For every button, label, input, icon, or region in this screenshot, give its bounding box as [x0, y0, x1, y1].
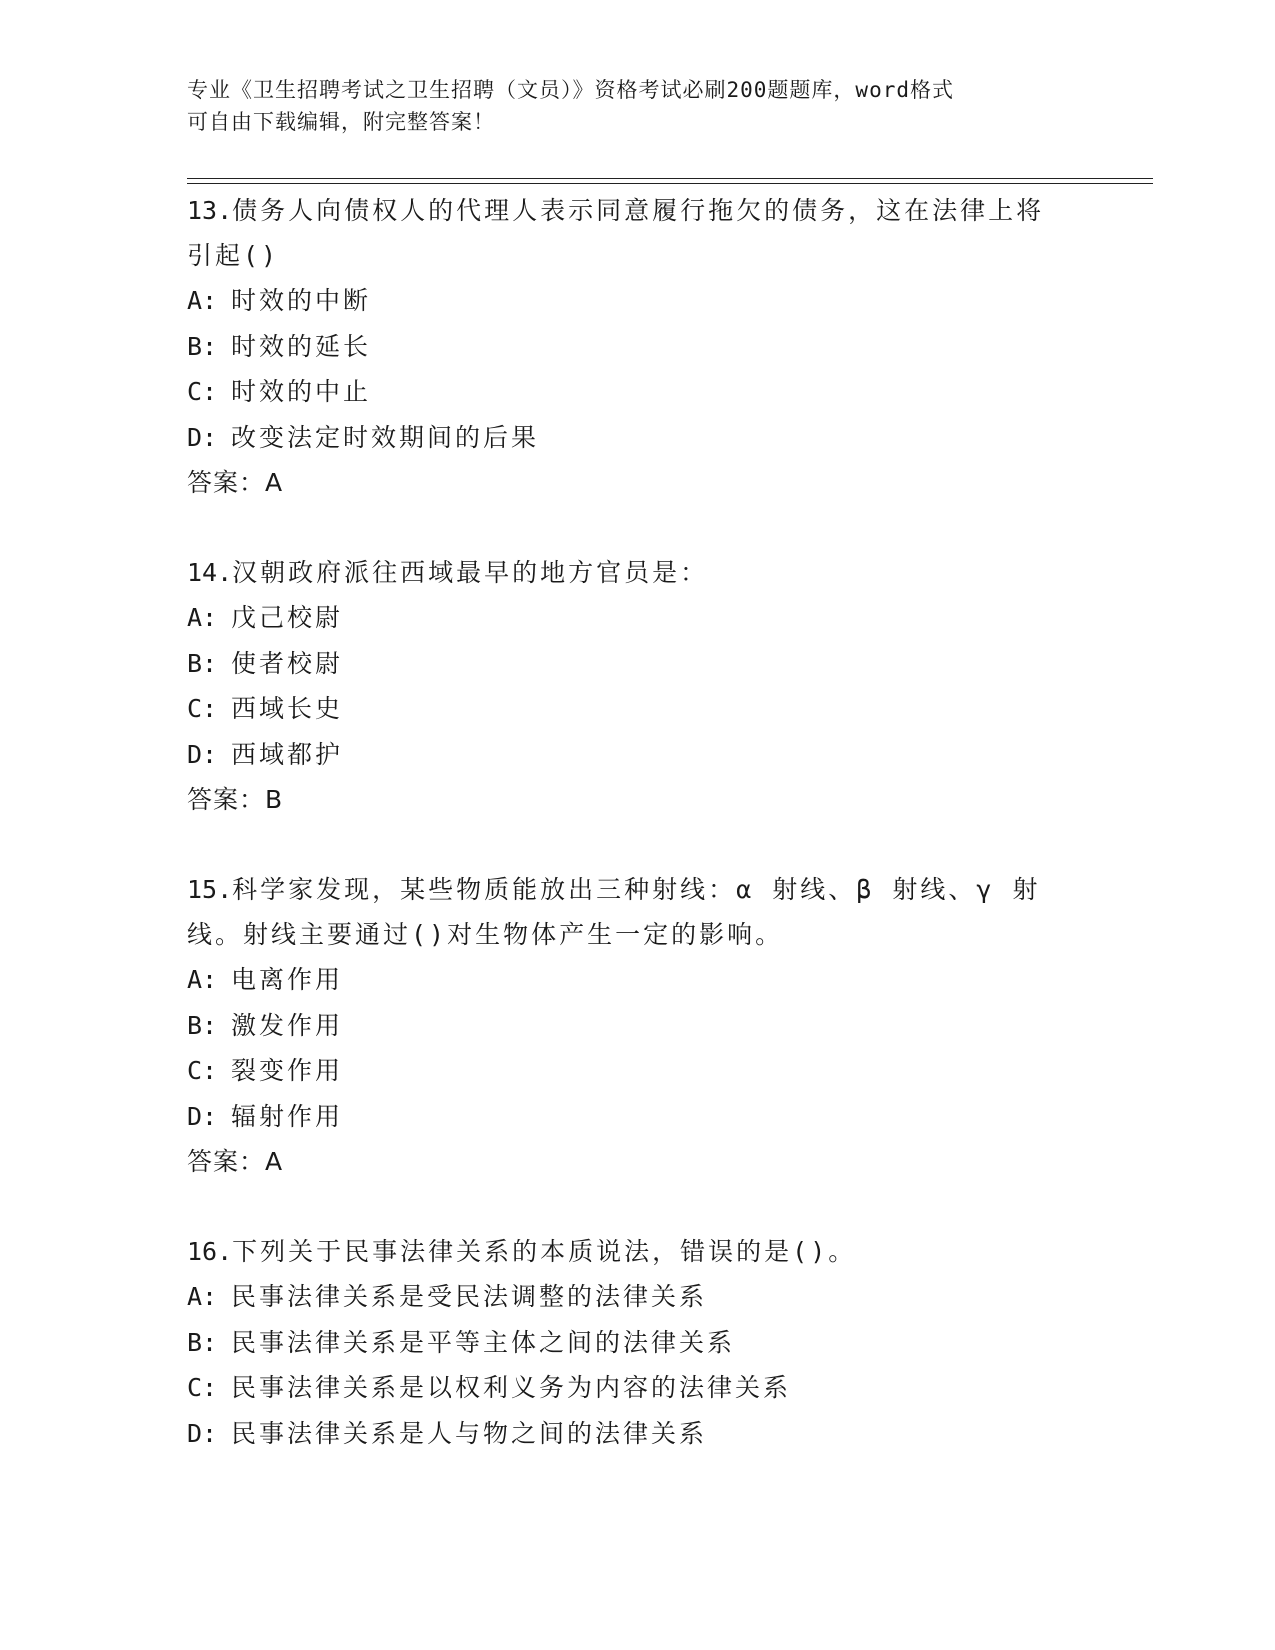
answer: 答案：A [187, 468, 284, 497]
option-text: 改变法定时效期间的后果 [231, 422, 540, 452]
question-13 [187, 188, 1087, 505]
option-a [187, 957, 1087, 1003]
header-line-2: 可自由下载编辑，附完整答案！ [187, 110, 495, 134]
option-c [187, 686, 1087, 732]
option-text: 使者校尉 [231, 648, 344, 678]
option-b [187, 324, 1087, 370]
option-d [187, 415, 1087, 461]
option-text: 戊己校尉 [231, 603, 344, 632]
answer: 答案：A [187, 1147, 284, 1176]
option-key: C: [187, 1373, 218, 1402]
option-c [187, 1365, 1087, 1411]
option-c [187, 1048, 1087, 1094]
document-header [187, 74, 1087, 138]
question-15 [187, 867, 1087, 1184]
header-divider-top [187, 178, 1153, 179]
option-a [187, 595, 1087, 641]
question-number: 16. [187, 1237, 233, 1266]
question-text-line-2: 线。射线主要通过()对生物体产生一定的影响。 [187, 920, 784, 949]
option-key: B: [187, 648, 218, 678]
option-text: 时效的中止 [231, 377, 372, 406]
question-text-line-1: 债务人向债权人的代理人表示同意履行拖欠的债务，这在法律上将 [232, 196, 1045, 225]
question-text-line-2: 引起() [187, 241, 280, 270]
option-key: C: [187, 1056, 218, 1085]
header-line-1: 专业《卫生招聘考试之卫生招聘（文员）》资格考试必刷200题题库，word格式 [187, 78, 954, 102]
question-number: 14. [187, 558, 233, 587]
question-list [187, 188, 1087, 1501]
option-key: D: [187, 1101, 218, 1131]
option-text: 民事法律关系是人与物之间的法律关系 [231, 1418, 708, 1448]
option-text: 西域都护 [231, 739, 344, 769]
option-text: 辐射作用 [231, 1101, 344, 1131]
question-number: 15. [187, 875, 233, 904]
answer: 答案：B [187, 785, 284, 814]
option-key: A: [187, 1282, 218, 1311]
option-key: B: [187, 1327, 218, 1357]
option-key: A: [187, 965, 218, 994]
question-text-line-1: 科学家发现，某些物质能放出三种射线：α 射线、β 射线、γ 射 [232, 875, 1041, 904]
question-text [187, 1229, 1087, 1274]
option-text: 裂变作用 [231, 1056, 344, 1085]
header-divider-bottom [187, 183, 1153, 184]
option-key: D: [187, 422, 218, 452]
option-key: C: [187, 377, 218, 406]
question-text-line-1: 汉朝政府派往西域最早的地方官员是： [232, 558, 709, 587]
option-text: 时效的延长 [231, 331, 372, 361]
question-text-line-1: 下列关于民事法律关系的本质说法，错误的是()。 [232, 1237, 857, 1266]
option-key: B: [187, 331, 218, 361]
option-text: 民事法律关系是以权利义务为内容的法律关系 [231, 1373, 792, 1402]
question-16 [187, 1229, 1087, 1456]
option-key: D: [187, 1418, 218, 1448]
option-b [187, 1320, 1087, 1366]
option-key: D: [187, 739, 218, 769]
option-b [187, 641, 1087, 687]
question-text [187, 867, 1087, 912]
question-text [187, 188, 1087, 233]
option-text: 民事法律关系是平等主体之间的法律关系 [231, 1327, 736, 1357]
option-a [187, 278, 1087, 324]
question-number: 13. [187, 196, 233, 225]
option-text: 激发作用 [231, 1010, 344, 1040]
option-d [187, 732, 1087, 778]
option-key: A: [187, 286, 218, 315]
option-text: 时效的中断 [231, 286, 372, 315]
option-text: 电离作用 [231, 965, 344, 994]
option-a [187, 1274, 1087, 1320]
option-c [187, 369, 1087, 415]
option-key: C: [187, 694, 218, 723]
option-text: 西域长史 [231, 694, 344, 723]
option-b [187, 1003, 1087, 1049]
question-14 [187, 550, 1087, 822]
option-text: 民事法律关系是受民法调整的法律关系 [231, 1282, 708, 1311]
option-key: A: [187, 603, 218, 632]
option-d [187, 1411, 1087, 1457]
question-text [187, 550, 1087, 595]
option-d [187, 1094, 1087, 1140]
option-key: B: [187, 1010, 218, 1040]
